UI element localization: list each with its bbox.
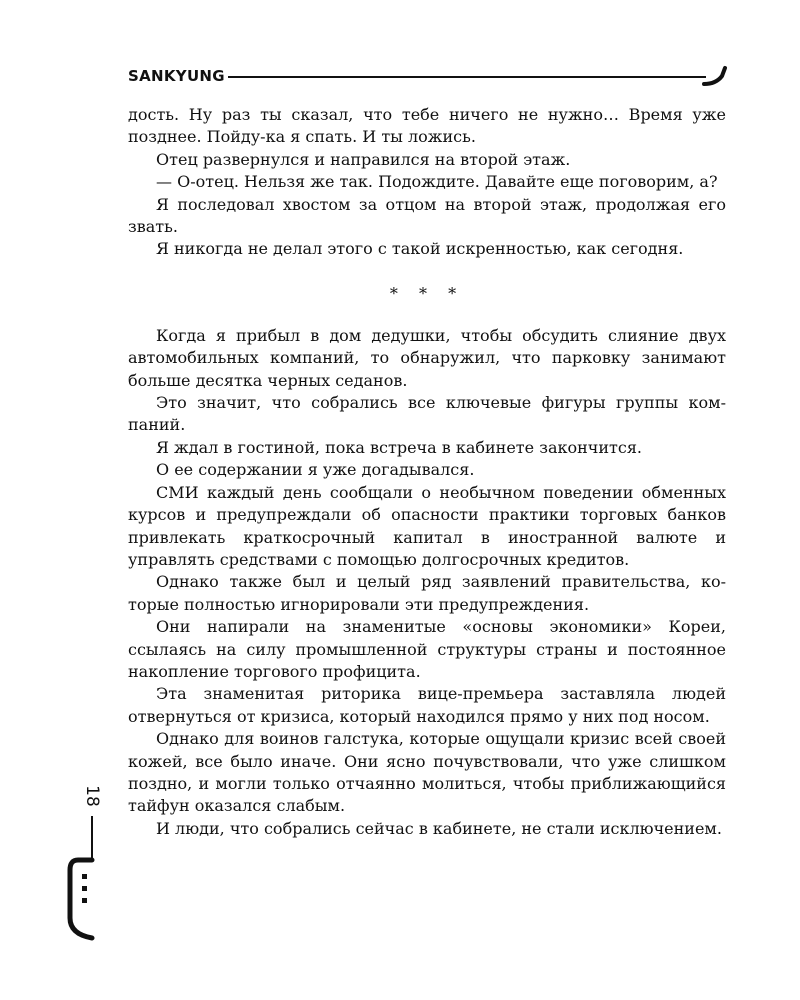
page-number: 18 <box>82 785 102 807</box>
paragraph: Эта знаменитая риторика вице-премьера заставляла людей отвернуться от кризиса, который находился прямо у них под носом. <box>128 684 726 726</box>
paragraph: Однако для воинов галстука, которые ощущали кризис всей своей кожей, все было иначе. Они ясно почувствовали, что уже слишком поздно, и могли только отчаянно молиться, чтобы приближающийся тайфун оказался слабым. <box>128 729 726 816</box>
paragraph: СМИ каждый день сообщали о необычном поведении обменных курсов и предупреждали об опасности практики торговых банков привлекать краткосрочный капитал в иностранной валюте и управлять средствами с помощью долгосрочных кредитов. <box>128 482 726 569</box>
paragraph: О ее содержании я уже догадывался. <box>156 460 475 480</box>
scene-break: * * * <box>389 283 465 303</box>
header-rule <box>228 76 706 78</box>
paragraph: Я последовал хвостом за отцом на второй этаж, продолжая его звать. <box>128 194 726 237</box>
paragraph: — О-отец. Нельзя же так. Подождите. Давайте еще поговорим, а? <box>156 172 718 192</box>
page-body <box>128 104 726 840</box>
paragraph: Когда я прибыл в дом дедушки, чтобы обсудить слияние двух автомобильных компаний, то обнаружил, что парковку занимают больше десятка черных седанов. <box>128 325 726 390</box>
header-hook-ornament <box>702 64 728 88</box>
paragraph: Это значит, что собрались все ключевые фигуры группы компаний. <box>128 393 726 435</box>
paragraph: Отец развернулся и направился на второй этаж. <box>156 149 571 169</box>
author-name: SANKYUNG <box>128 67 225 85</box>
running-head <box>128 64 728 90</box>
paragraph: И люди, что собрались сейчас в кабинете, не стали исключением. <box>156 818 722 838</box>
paragraph: Однако также был и целый ряд заявлений правительства, которые полностью игнорировали эти предупреждения. <box>128 572 726 614</box>
paragraph: дость. Ну раз ты сказал, что тебе ничего не нужно… Время уже позднее. Пойду-ка я спать. И ты ложись. <box>128 105 726 147</box>
paragraph: Я ждал в гостиной, пока встреча в кабинете закончится. <box>156 437 643 457</box>
paragraph: Они напирали на знаменитые «основы экономики» Кореи, ссылаясь на силу промышленной структуры страны и постоянное накопление торгового профицита. <box>128 617 726 681</box>
paragraph: Я никогда не делал этого с такой искренностью, как сегодня. <box>156 239 684 259</box>
